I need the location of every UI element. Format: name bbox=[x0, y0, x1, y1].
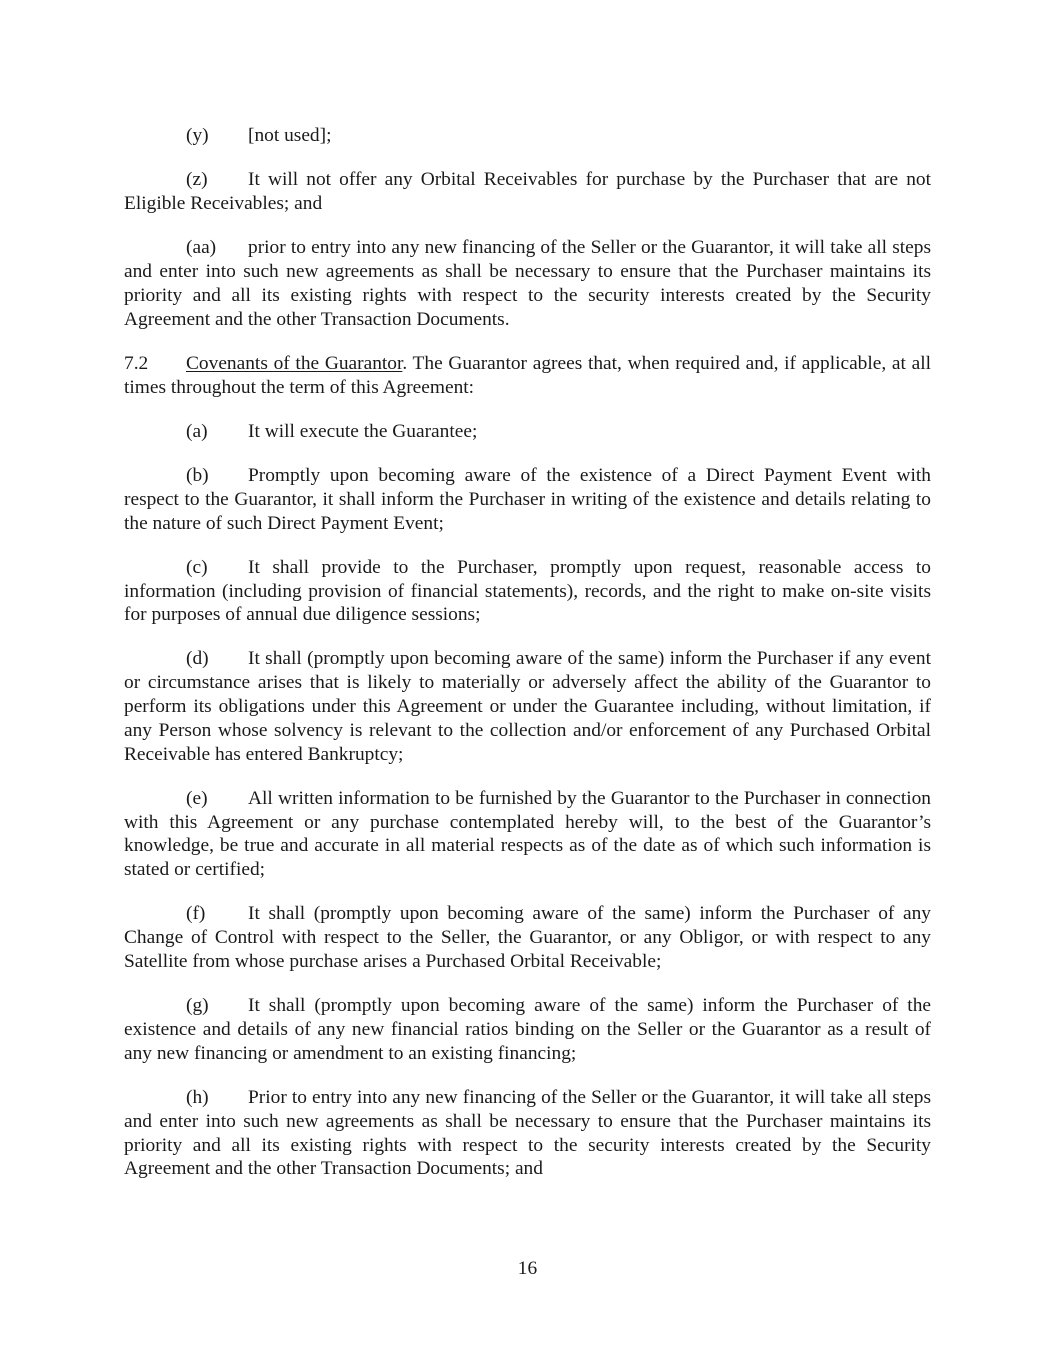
section-7-2 bbox=[124, 352, 931, 400]
clause-f bbox=[124, 902, 931, 973]
clause-d bbox=[124, 647, 931, 766]
clause-text: [not used]; bbox=[248, 125, 332, 146]
clause-a bbox=[124, 420, 931, 444]
document-page bbox=[124, 124, 931, 1202]
clause-text: Prior to entry into any new financing of the Seller or the Guarantor, it will take all steps and enter into such new agreements as shall be necessary to ensure that the Purchaser maintains its priority and all its existing rights with respect to the security interests created by the Security Agreement and the other Transaction Documents; and bbox=[124, 1087, 931, 1180]
clause-text: prior to entry into any new financing of the Seller or the Guarantor, it will take all steps and enter into such new agreements as shall be necessary to ensure that the Purchaser maintains its priority and all its existing rights with respect to the security interests created by the Security Agreement and the other Transaction Documents. bbox=[124, 237, 931, 330]
section-intro: . The Guarantor agrees that, when required and, if applicable, at all times throughout the term of this Agreement: bbox=[124, 352, 932, 398]
clause-h bbox=[124, 1086, 931, 1181]
clause-b bbox=[124, 464, 931, 535]
clause-label: (z) bbox=[186, 169, 208, 191]
clause-c bbox=[124, 556, 931, 627]
clause-label: (y) bbox=[186, 125, 209, 146]
clause-text: It shall (promptly upon becoming aware of the same) inform the Purchaser if any event or circumstance arises that is likely to materially or adversely affect the ability of the Guarantor to perform its obligations under this Agreement or under the Guarantee including, without limitation, if any Person whose solvency is relevant to the collection and/or enforcement of any Purchased Orbital Receivable has entered Bankruptcy; bbox=[124, 648, 931, 765]
clause-e bbox=[124, 787, 931, 882]
clause-y bbox=[124, 124, 931, 148]
clause-text: It shall provide to the Purchaser, promptly upon request, reasonable access to information (including provision of financial statements), records, and the right to make on-site visits for purposes of annual due diligence sessions; bbox=[124, 556, 931, 626]
clause-aa bbox=[124, 236, 931, 331]
clause-label: (b) bbox=[186, 464, 209, 486]
clause-text: All written information to be furnished by the Guarantor to the Purchaser in connection with this Agreement or any purchase contemplated hereby will, to the best of the Guarantor’s knowledge, be true and accurate in all material respects as of the date as of which such information is stated or certified; bbox=[124, 787, 931, 881]
clause-text: It shall (promptly upon becoming aware of the same) inform the Purchaser of the existence and details of any new financial ratios binding on the Seller or the Guarantor as a result of any new financing or amendment to an existing financing; bbox=[124, 995, 931, 1064]
clause-label: (f) bbox=[186, 903, 206, 925]
clause-label: (c) bbox=[186, 556, 208, 578]
clause-text: Promptly upon becoming aware of the existence of a Direct Payment Event with respect to the Guarantor, it shall inform the Purchaser in writing of the existence and details relating to the nature of such Direct Payment Event; bbox=[124, 464, 931, 534]
section-number: 7.2 bbox=[124, 352, 149, 374]
clause-label: (a) bbox=[186, 420, 208, 442]
clause-label: (g) bbox=[186, 995, 209, 1017]
clause-text: It shall (promptly upon becoming aware of the same) inform the Purchaser of any Change of Control with respect to the Seller, the Guarantor, or any Obligor, or with respect to any Satellite from whose purchase arises a Purchased Orbital Receivable; bbox=[124, 903, 931, 973]
clause-text: It will execute the Guarantee; bbox=[248, 420, 478, 442]
clause-label: (aa) bbox=[186, 237, 217, 259]
section-heading: Covenants of the Guarantor bbox=[186, 352, 403, 374]
clause-label: (e) bbox=[186, 787, 208, 809]
page-number: 16 bbox=[517, 1258, 538, 1279]
clause-g bbox=[124, 994, 931, 1065]
clause-z bbox=[124, 168, 931, 216]
clause-text: It will not offer any Orbital Receivables for purchase by the Purchaser that are not Eligible Receivables; and bbox=[124, 169, 931, 214]
clause-label: (h) bbox=[186, 1087, 209, 1108]
clause-label: (d) bbox=[186, 648, 209, 670]
